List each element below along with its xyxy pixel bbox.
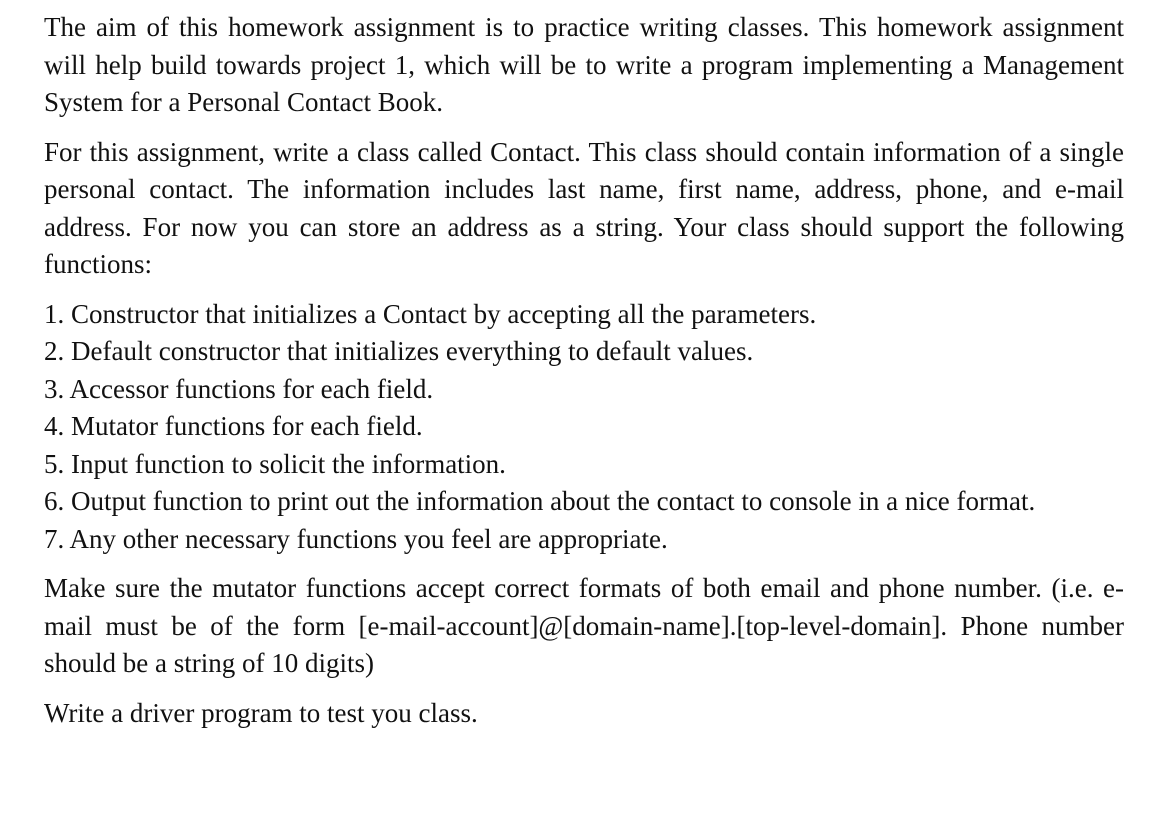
driver-paragraph: Write a driver program to test you class. bbox=[44, 697, 478, 728]
list-item: 3. Accessor functions for each field. bbox=[44, 373, 434, 404]
list-item: 1. Constructor that initializes a Contact by accepting all the parameters. bbox=[44, 298, 817, 329]
intro-paragraph: The aim of this homework assignment is to practice writing classes. This homework assignment will help build towards project 1, which will be to write a program implementing a Management System for a Personal Contact Book. bbox=[44, 12, 1124, 117]
homework-document bbox=[44, 9, 1124, 732]
list-item: 2. Default constructor that initializes everything to default values. bbox=[44, 336, 754, 366]
assignment-paragraph: For this assignment, write a class called Contact. This class should contain information of a single personal contact. The information includes last name, first name, address, phone, and e-mail address. For now you can store an address as a string. Your class should support the following functions: bbox=[44, 136, 1124, 279]
list-item: 5. Input function to solicit the information. bbox=[44, 448, 506, 479]
list-item: 6. Output function to print out the information about the contact to console in a nice format. bbox=[44, 486, 1036, 516]
list-item: 4. Mutator functions for each field. bbox=[44, 411, 423, 441]
mutator-note-paragraph: Make sure the mutator functions accept correct formats of both email and phone number. (i.e. e-mail must be of the form [e-mail-account]@[domain-name].[top-level-domain]. Phone number should be a string of 10 digits) bbox=[44, 573, 1124, 678]
functions-list bbox=[44, 296, 1124, 559]
list-item: 7. Any other necessary functions you feel are appropriate. bbox=[44, 523, 668, 554]
